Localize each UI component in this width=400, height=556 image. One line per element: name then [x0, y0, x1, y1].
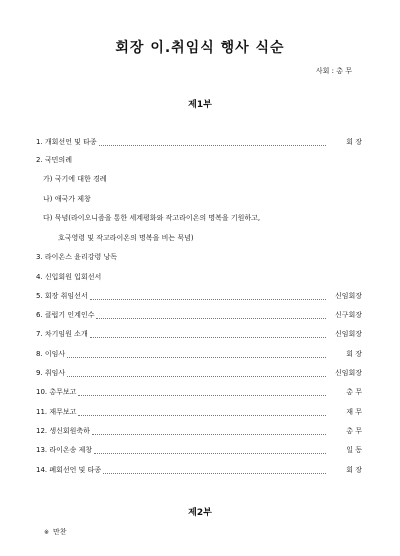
list-item: 나) 애국가 제창	[43, 195, 91, 203]
list-item: 10. 총무보고 총 무	[36, 388, 362, 396]
list-item: 다) 묵념(라이오니즘을 통한 세계평화와 작고라이온의 명복을 기원하고,	[43, 214, 261, 222]
leader-dots	[78, 408, 326, 416]
part2-heading: 제2부	[188, 508, 212, 518]
list-item: 5. 회장 취임선서 신임회장	[36, 292, 362, 300]
list-item: 9. 취임사 신임회장	[36, 369, 362, 377]
list-item: 14. 폐회선언 및 타종 회 장	[36, 466, 362, 474]
bullet-icon: ※	[44, 528, 50, 536]
list-item: 11. 재무보고 재 무	[36, 408, 362, 416]
list-item: 6. 클럽기 인계인수 신구회장	[36, 311, 362, 319]
leader-dots	[96, 311, 326, 319]
page-title: 회장 이.취임식 행사 식순	[115, 40, 285, 56]
leader-dots	[103, 466, 326, 474]
presenter: 총 무	[346, 388, 362, 396]
list-item: 호국영령 및 작고라이온의 명복을 비는 묵념)	[58, 234, 194, 242]
list-item: 1. 개회선언 및 타종 회 장	[36, 138, 362, 146]
list-item: 8. 이임사 회 장	[36, 350, 362, 358]
list-item: 3. 라이온스 윤리강령 낭독	[36, 253, 117, 261]
presenter: 일 동	[346, 446, 362, 454]
leader-dots	[90, 292, 326, 300]
presenter: 재 무	[346, 408, 362, 416]
presenter: 신임회장	[334, 292, 362, 300]
part1-heading: 제1부	[188, 100, 212, 110]
list-item: 2. 국민의례	[36, 156, 72, 164]
list-item: 4. 신입회원 입회선서	[36, 273, 102, 281]
presenter: 회 장	[346, 138, 362, 146]
list-item: 7. 차기임원 소개 신임회장	[36, 330, 362, 338]
presenter: 신임회장	[334, 369, 362, 377]
dinner-note	[44, 527, 67, 537]
presenter: 신구회장	[334, 311, 362, 319]
presenter: 회 장	[346, 466, 362, 474]
list-item: 13. 라이온송 제창 일 동	[36, 446, 362, 454]
host-line: 사회 : 총 무	[315, 67, 352, 75]
leader-dots	[99, 138, 326, 146]
leader-dots	[78, 388, 326, 396]
list-item: 12. 생신회원축하 총 무	[36, 427, 362, 435]
leader-dots	[92, 427, 326, 435]
presenter: 총 무	[346, 427, 362, 435]
presenter: 회 장	[346, 350, 362, 358]
leader-dots	[90, 330, 326, 338]
leader-dots	[67, 350, 326, 358]
list-item: 가) 국기에 대한 경례	[43, 175, 107, 183]
presenter: 신임회장	[334, 330, 362, 338]
note-text: 만찬	[53, 528, 67, 536]
leader-dots	[67, 369, 326, 377]
leader-dots	[94, 446, 326, 454]
